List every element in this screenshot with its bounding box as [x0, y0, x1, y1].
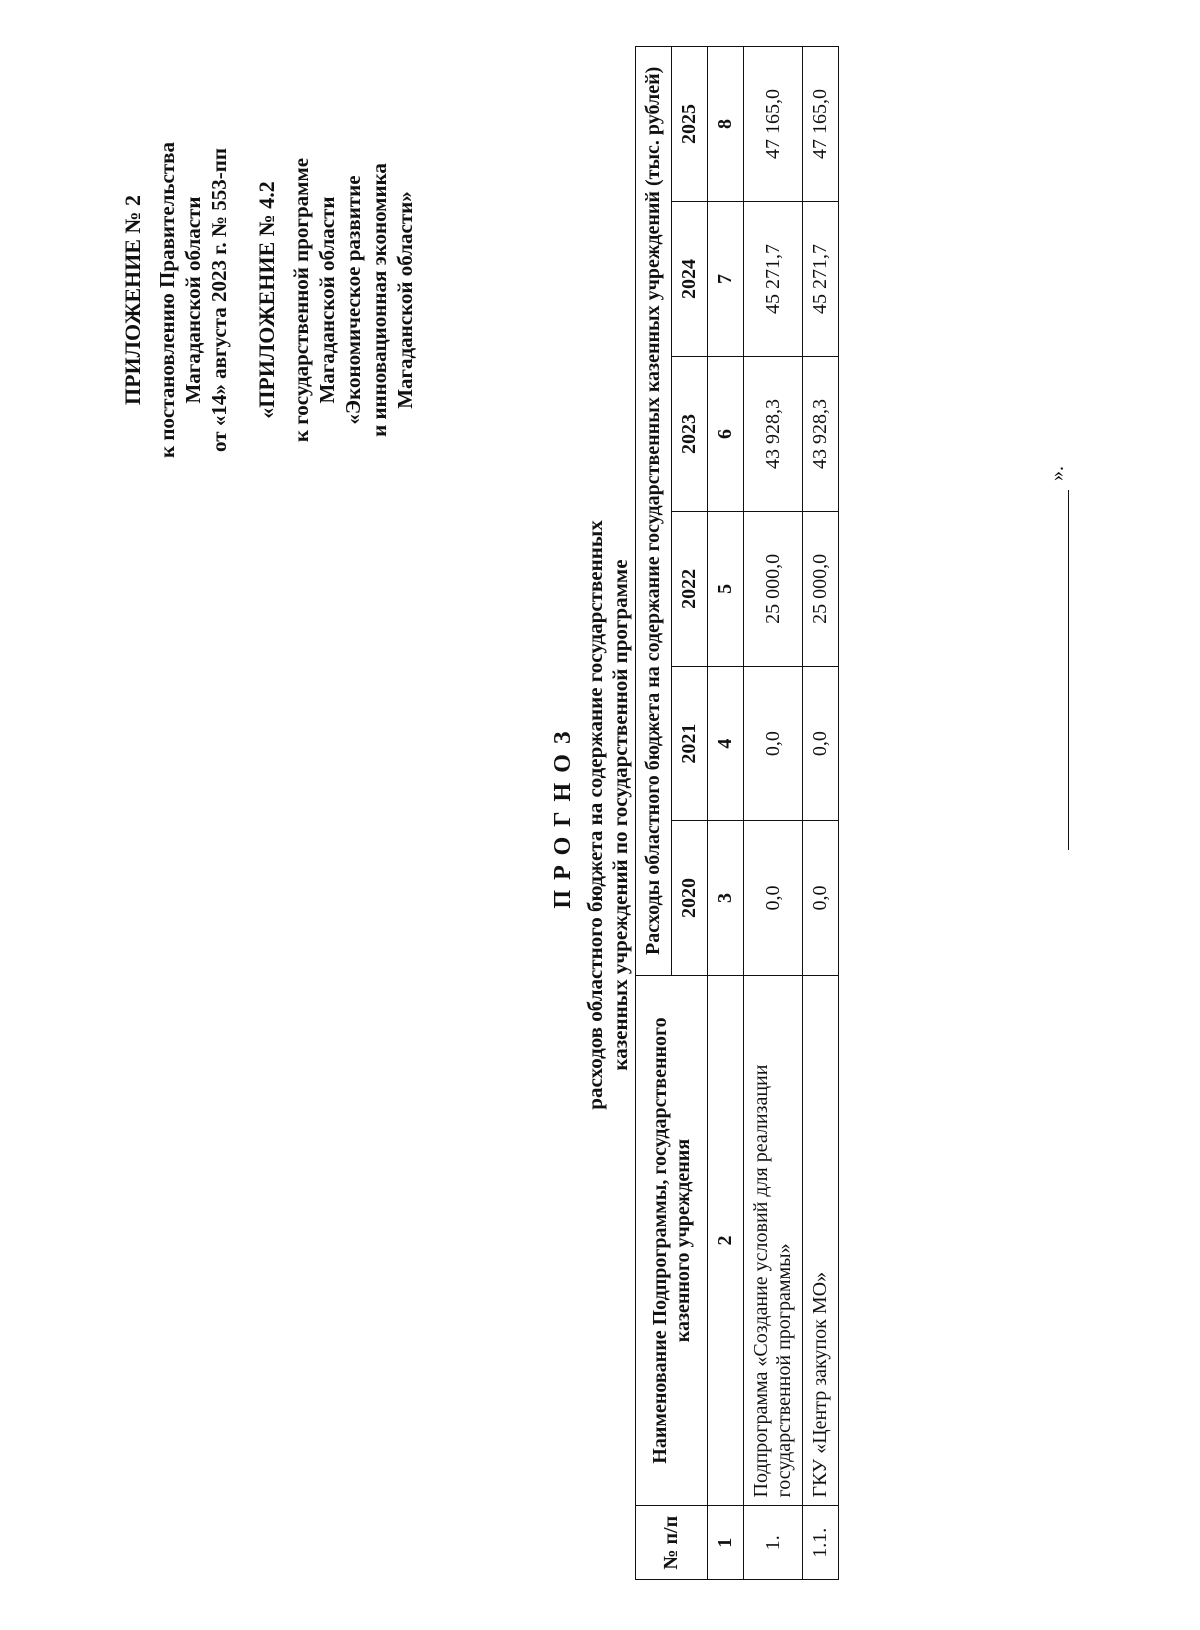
header-year: 2022: [672, 511, 708, 666]
row-no: 1.1.: [803, 1506, 839, 1580]
header-no: № п/п: [636, 1506, 708, 1580]
closing-quote: ».: [1046, 466, 1068, 481]
header-year: 2024: [672, 202, 708, 357]
row-value: 0,0: [803, 666, 839, 820]
appendix-block: [120, 40, 418, 560]
appendix-title: ПРИЛОЖЕНИЕ № 2: [120, 194, 145, 406]
row-value: 47 165,0: [744, 47, 803, 202]
row-value: 47 165,0: [803, 47, 839, 202]
sub-appendix-line: Магаданской области: [315, 196, 339, 404]
column-number: 3: [708, 821, 744, 975]
row-value: 43 928,3: [744, 356, 803, 511]
row-value: 25 000,0: [744, 511, 803, 666]
forecast-table: [635, 46, 839, 1580]
column-number: 5: [708, 511, 744, 666]
header-year: 2021: [672, 666, 708, 820]
header-name: Наименование Подпрограммы, государственного казенного учреждения: [636, 975, 708, 1506]
sub-appendix-line: и инновационная экономика: [367, 163, 391, 437]
heading-line: расходов областного бюджета на содержание государственных: [583, 520, 607, 1110]
appendix-line: Магаданской области: [181, 196, 205, 404]
column-number-row: [708, 47, 744, 1580]
column-number: 8: [708, 47, 744, 202]
header-year: 2020: [672, 821, 708, 975]
row-value: 0,0: [803, 821, 839, 975]
sub-appendix-title: «ПРИЛОЖЕНИЕ № 4.2: [254, 181, 279, 419]
header-year: 2025: [672, 47, 708, 202]
closing-line: [1046, 466, 1069, 850]
sub-appendix-line: Магаданской области»: [393, 191, 417, 409]
column-number: 1: [708, 1506, 744, 1580]
row-value: 0,0: [744, 821, 803, 975]
row-value: 43 928,3: [803, 356, 839, 511]
heading-line: казенных учреждений по государственной программе: [608, 559, 632, 1071]
row-value: 0,0: [744, 666, 803, 820]
header-group: Расходы областного бюджета на содержание государственных казенных учреждений (тыс. рублей): [636, 47, 672, 976]
heading-word: ПРОГНОЗ: [550, 721, 576, 909]
sub-appendix-line: к государственной программе: [289, 157, 313, 443]
header-year: 2023: [672, 356, 708, 511]
row-value: 25 000,0: [803, 511, 839, 666]
row-value: 45 271,7: [803, 202, 839, 357]
row-no: 1.: [744, 1506, 803, 1580]
row-value: 45 271,7: [744, 202, 803, 357]
column-number: 2: [708, 975, 744, 1506]
table-row: [744, 47, 803, 1580]
appendix-line: к постановлению Правительства: [155, 141, 179, 459]
appendix-date-line: от «14» августа 2023 г. № 553-пп: [207, 148, 231, 452]
column-number: 4: [708, 666, 744, 820]
document-heading: [550, 120, 633, 1510]
sub-appendix-line: «Экономическое развитие: [341, 175, 365, 425]
row-name: Подпрограмма «Создание условий для реализации государственной программы»: [744, 975, 803, 1506]
table-row: [803, 47, 839, 1580]
row-name: ГКУ «Центр закупок МО»: [803, 975, 839, 1506]
column-number: 7: [708, 202, 744, 357]
column-number: 6: [708, 356, 744, 511]
